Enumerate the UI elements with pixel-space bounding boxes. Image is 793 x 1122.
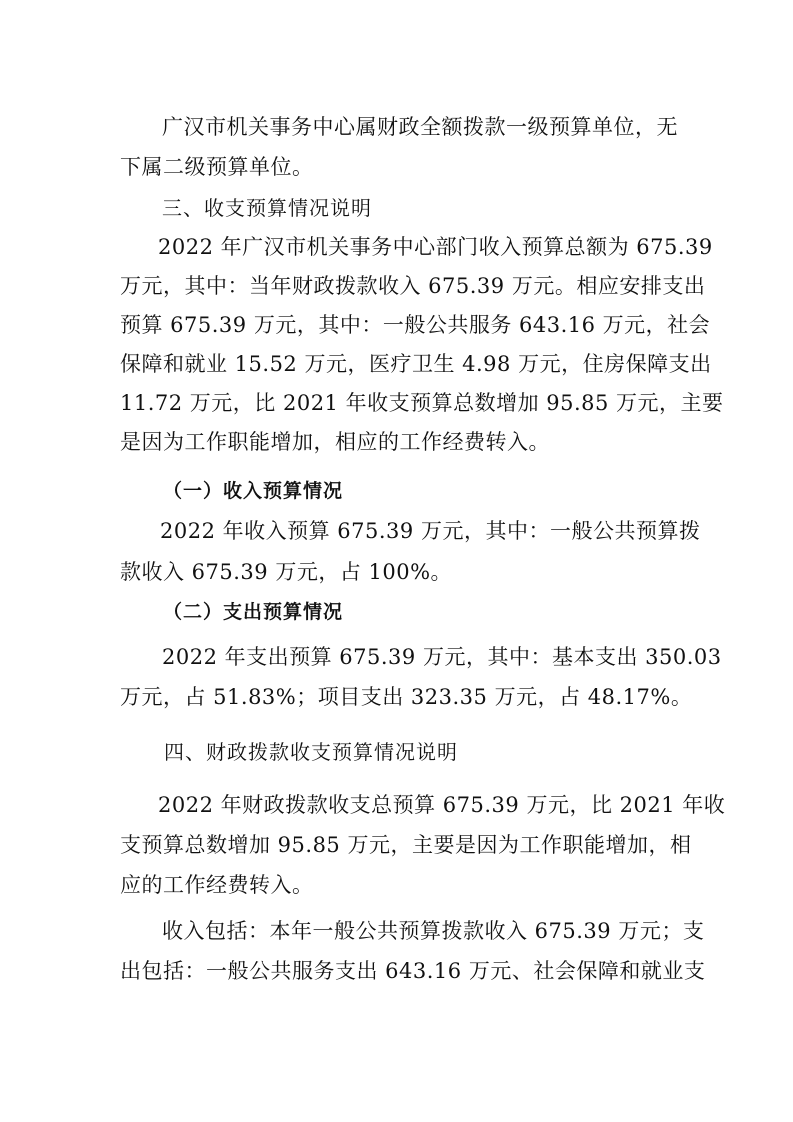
income-budget-line-2: 款收入 675.39 万元，占 100%。 xyxy=(120,560,453,584)
section-4-para1-line-3: 应的工作经费转入。 xyxy=(120,873,314,897)
section-3-para-line-1: 2022 年广汉市机关事务中心部门收入预算总额为 675.39 xyxy=(158,235,713,259)
section-4-para1-line-2: 支预算总数增加 95.85 万元，主要是因为工作职能增加，相 xyxy=(120,833,692,857)
expenditure-budget-line-1: 2022 年支出预算 675.39 万元，其中：基本支出 350.03 xyxy=(162,645,722,669)
section-3-para-line-3: 预算 675.39 万元，其中：一般公共服务 643.16 万元，社会 xyxy=(120,313,711,337)
income-budget-line-1: 2022 年收入预算 675.39 万元，其中：一般公共预算拨 xyxy=(160,519,701,543)
section-4-para2-line-2: 出包括：一般公共服务支出 643.16 万元、社会保障和就业支 xyxy=(120,959,706,983)
section-3-para-line-5: 11.72 万元，比 2021 年收支预算总数增加 95.85 万元，主要 xyxy=(120,391,724,415)
section-4-heading: 四、财政拨款收支预算情况说明 xyxy=(164,740,458,764)
intro-line-2: 下属二级预算单位。 xyxy=(120,155,314,179)
section-3-heading: 三、收支预算情况说明 xyxy=(162,196,372,220)
section-4-para2-line-1: 收入包括：本年一般公共预算拨款收入 675.39 万元；支 xyxy=(162,919,705,943)
income-budget-heading: （一）收入预算情况 xyxy=(163,480,344,502)
expenditure-budget-line-2: 万元，占 51.83%；项目支出 323.35 万元，占 48.17%。 xyxy=(120,685,693,709)
intro-line-1: 广汉市机关事务中心属财政全额拨款一级预算单位，无 xyxy=(162,115,678,139)
section-3-para-line-4: 保障和就业 15.52 万元，医疗卫生 4.98 万元，住房保障支出 xyxy=(120,352,712,376)
section-3-para-line-2: 万元，其中：当年财政拨款收入 675.39 万元。相应安排支出 xyxy=(120,274,706,298)
expenditure-budget-heading: （二）支出预算情况 xyxy=(163,601,344,623)
section-3-para-line-6: 是因为工作职能增加，相应的工作经费转入。 xyxy=(120,430,550,454)
section-4-para1-line-1: 2022 年财政拨款收支总预算 675.39 万元，比 2021 年收 xyxy=(158,793,726,817)
